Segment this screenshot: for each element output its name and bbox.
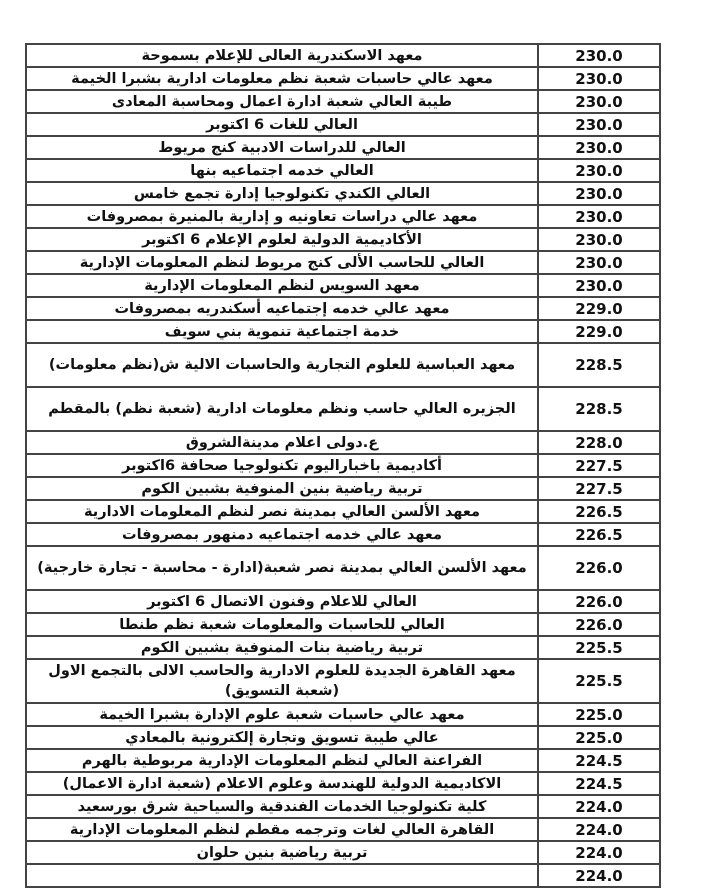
min-score: 229.0 xyxy=(538,320,660,343)
min-score: 225.5 xyxy=(538,659,660,703)
institute-name: العالي للحاسب الألى كنج مريوط لنظم المعلومات الإدارية xyxy=(26,251,538,274)
institute-name: العالي للاعلام وفنون الاتصال 6 اكتوبر xyxy=(26,590,538,613)
min-score: 229.0 xyxy=(538,297,660,320)
min-score: 226.5 xyxy=(538,523,660,546)
table-row xyxy=(26,477,660,500)
min-score: 227.5 xyxy=(538,477,660,500)
table-row xyxy=(26,546,660,590)
institute-name: معهد الألسن العالي بمدينة نصر شعبة(ادارة - محاسبة - تجارة خارجية) xyxy=(26,546,538,590)
institute-name: معهد عالي خدمه اجتماعيه دمنهور بمصروفات xyxy=(26,523,538,546)
institute-name: خدمة اجتماعية تنموية بني سويف xyxy=(26,320,538,343)
table-row xyxy=(26,320,660,343)
min-score: 226.0 xyxy=(538,546,660,590)
institute-name: العالي للدراسات الادبية كنج مريوط xyxy=(26,136,538,159)
institute-name: العالي الكندي تكنولوجيا إدارة تجمع خامس xyxy=(26,182,538,205)
min-score: 226.0 xyxy=(538,613,660,636)
institute-name: القاهرة العالي لغات وترجمه مقطم لنظم المعلومات الإدارية xyxy=(26,818,538,841)
institute-name: الجزيره العالي حاسب ونظم معلومات ادارية (شعبة نظم) بالمقطم xyxy=(26,387,538,431)
table-row xyxy=(26,613,660,636)
min-score: 224.5 xyxy=(538,749,660,772)
institute-name: معهد السويس لنظم المعلومات الإدارية xyxy=(26,274,538,297)
institute-name: معهد العباسية للعلوم التجارية والحاسبات الالية ش(نظم معلومات) xyxy=(26,343,538,387)
table-row xyxy=(26,136,660,159)
institute-name: عالي طيبة تسويق وتجارة إلكترونية بالمعادي xyxy=(26,726,538,749)
table-row xyxy=(26,297,660,320)
min-score: 224.0 xyxy=(538,841,660,864)
institute-name: معهد عالي حاسبات شعبة علوم الإدارة بشبرا الخيمة xyxy=(26,703,538,726)
table-row xyxy=(26,431,660,454)
min-score: 228.5 xyxy=(538,387,660,431)
scores-table xyxy=(25,43,661,888)
min-score: 225.0 xyxy=(538,703,660,726)
table-row xyxy=(26,726,660,749)
institute-name: العالي للغات 6 اكتوبر xyxy=(26,113,538,136)
institute-name: ع.دولى اعلام مدينةالشروق xyxy=(26,431,538,454)
table-row xyxy=(26,703,660,726)
min-score: 230.0 xyxy=(538,274,660,297)
min-score: 230.0 xyxy=(538,44,660,67)
min-score: 230.0 xyxy=(538,136,660,159)
table-row xyxy=(26,182,660,205)
min-score: 224.0 xyxy=(538,864,660,887)
table-row xyxy=(26,159,660,182)
min-score: 230.0 xyxy=(538,228,660,251)
min-score: 226.0 xyxy=(538,590,660,613)
institute-name xyxy=(26,864,538,887)
institute-name: معهد عالي خدمه إجتماعيه أسكندريه بمصروفات xyxy=(26,297,538,320)
table-row xyxy=(26,454,660,477)
min-score: 225.0 xyxy=(538,726,660,749)
min-score: 230.0 xyxy=(538,182,660,205)
min-score: 224.5 xyxy=(538,772,660,795)
institute-name: الأكاديمية الدولية لعلوم الإعلام 6 اكتوبر xyxy=(26,228,538,251)
institute-name: تربية رياضية بنات المنوفية بشبين الكوم xyxy=(26,636,538,659)
institute-name: كلية تكنولوجيا الخدمات الفندقية والسياحية شرق بورسعيد xyxy=(26,795,538,818)
institute-name: تربية رياضية بنين المنوفية بشبين الكوم xyxy=(26,477,538,500)
table-row xyxy=(26,228,660,251)
min-score: 225.5 xyxy=(538,636,660,659)
table-row xyxy=(26,343,660,387)
institute-name: الاكاديمية الدولية للهندسة وعلوم الاعلام (شعبة ادارة الاعمال) xyxy=(26,772,538,795)
table-row xyxy=(26,251,660,274)
institute-name: معهد عالي دراسات تعاونيه و إدارية بالمنيرة بمصروفات xyxy=(26,205,538,228)
table-row xyxy=(26,636,660,659)
table-row xyxy=(26,113,660,136)
institute-name: العالي للحاسبات والمعلومات شعبة نظم طنطا xyxy=(26,613,538,636)
min-score: 230.0 xyxy=(538,251,660,274)
min-score: 228.0 xyxy=(538,431,660,454)
institute-name: معهد عالي حاسبات شعبة نظم معلومات ادارية بشبرا الخيمة xyxy=(26,67,538,90)
table-row xyxy=(26,749,660,772)
table-row xyxy=(26,772,660,795)
table-row xyxy=(26,523,660,546)
min-score: 230.0 xyxy=(538,205,660,228)
institute-name: الفراعنة العالي لنظم المعلومات الإدارية مربوطية بالهرم xyxy=(26,749,538,772)
institute-name: معهد القاهرة الجديدة للعلوم الادارية والحاسب الالى بالتجمع الاول (شعبة التسويق) xyxy=(26,659,538,703)
institute-name: طيبة العالي شعبة ادارة اعمال ومحاسبة المعادى xyxy=(26,90,538,113)
table-row xyxy=(26,44,660,67)
institute-name: العالي خدمه اجتماعيه بنها xyxy=(26,159,538,182)
table-row xyxy=(26,274,660,297)
table-row xyxy=(26,205,660,228)
institute-name: أكاديمية باخباراليوم تكنولوجيا صحافة 6اكتوبر xyxy=(26,454,538,477)
table-row xyxy=(26,795,660,818)
table-row xyxy=(26,864,660,887)
min-score: 228.5 xyxy=(538,343,660,387)
min-score: 230.0 xyxy=(538,159,660,182)
min-score: 230.0 xyxy=(538,113,660,136)
table-row xyxy=(26,90,660,113)
min-score: 227.5 xyxy=(538,454,660,477)
min-score: 230.0 xyxy=(538,67,660,90)
institute-name: معهد الاسكندرية العالى للإعلام بسموحة xyxy=(26,44,538,67)
min-score: 226.5 xyxy=(538,500,660,523)
table-row xyxy=(26,818,660,841)
table-row xyxy=(26,67,660,90)
min-score: 224.0 xyxy=(538,795,660,818)
min-score: 224.0 xyxy=(538,818,660,841)
table-row xyxy=(26,387,660,431)
table-row xyxy=(26,500,660,523)
institute-name: تربية رياضية بنين حلوان xyxy=(26,841,538,864)
table-row xyxy=(26,659,660,703)
institute-name: معهد الألسن العالي بمدينة نصر لنظم المعلومات الادارية xyxy=(26,500,538,523)
min-score: 230.0 xyxy=(538,90,660,113)
table-row xyxy=(26,590,660,613)
table-row xyxy=(26,841,660,864)
